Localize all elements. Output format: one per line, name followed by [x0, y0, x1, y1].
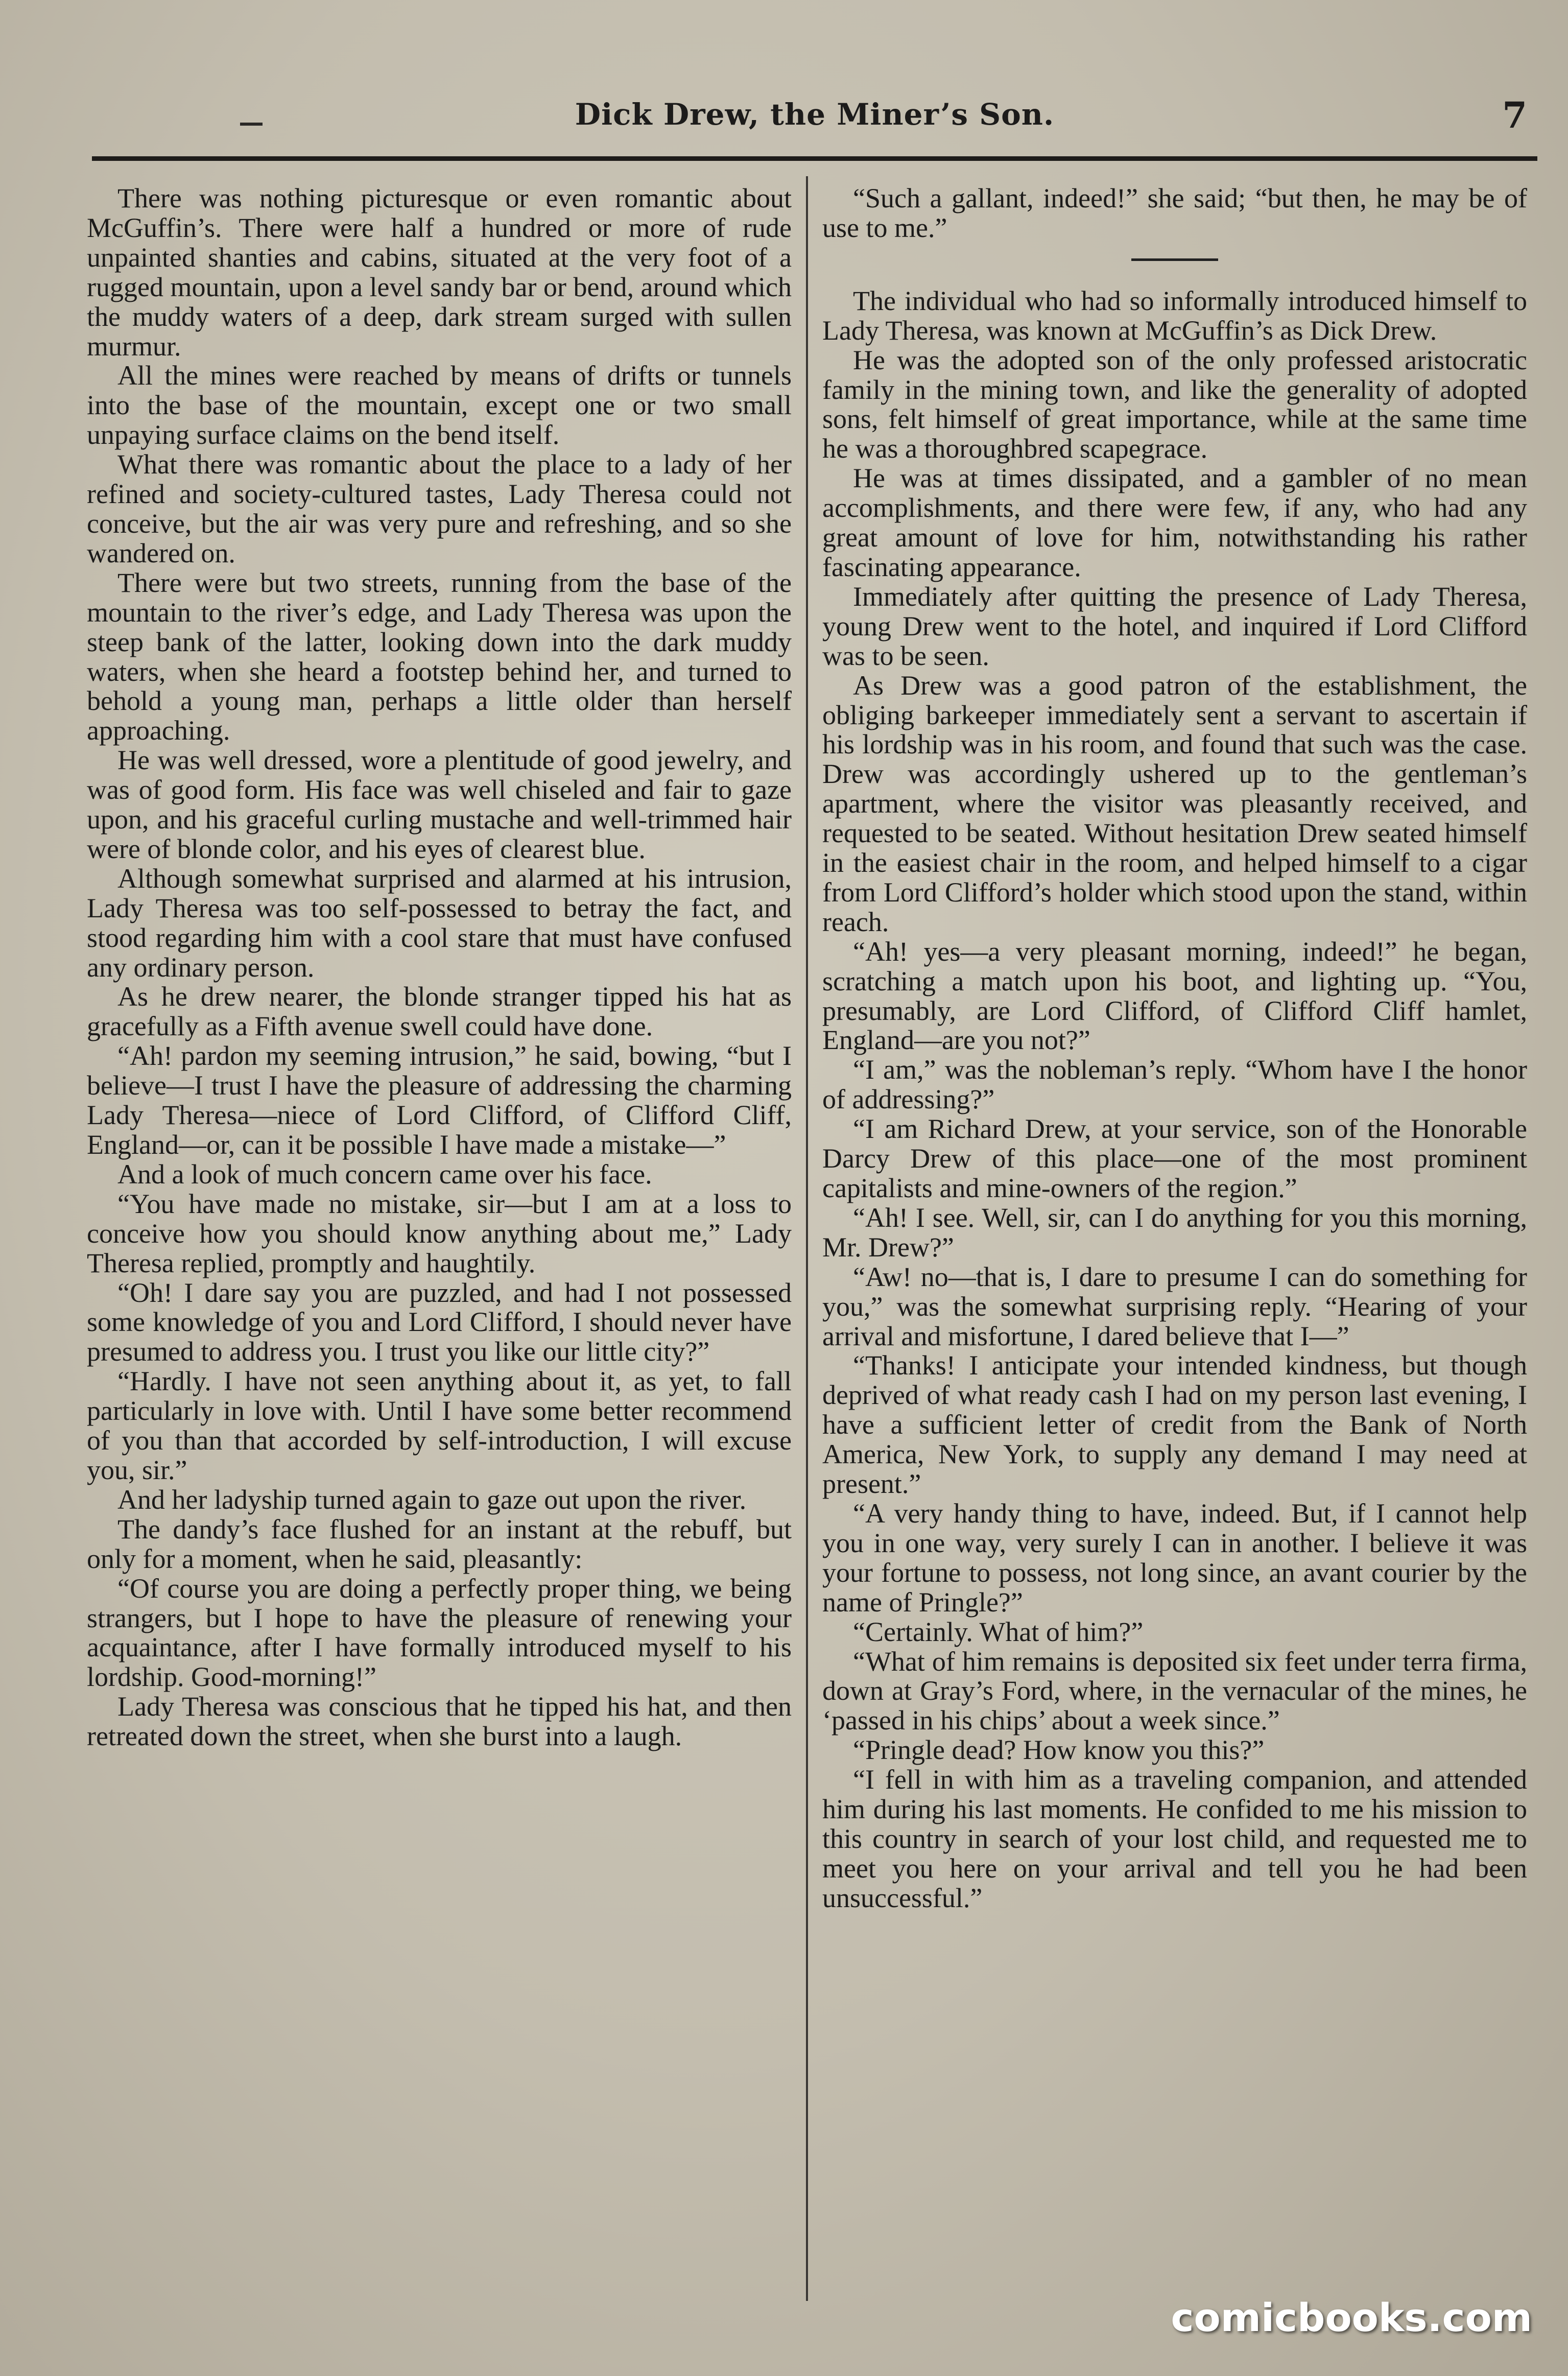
paragraph: As Drew was a good patron of the establishment, the obliging barkeeper immediately sent a servant to ascertain if his lordship was in his room, and found that such was the case. Drew was accordingly ushered up to the gentleman’s apartment, where the visitor was pleasantly received, and requested to be seated. Without hesitation Drew seated himself in the easiest chair in the room, and helped himself to a cigar from Lord Clifford’s holder which stood upon the stand, within reach. [822, 670, 1527, 937]
paragraph: He was well dressed, wore a plentitude of good jewelry, and was of good form. His face was well chiseled and fair to gaze upon, and his graceful curling mustache and well-trimmed hair were of blonde color, and his eyes of clearest blue. [87, 745, 792, 864]
paragraph: The dandy’s face flushed for an instant at the rebuff, but only for a moment, when he said, pleasantly: [87, 1513, 792, 1574]
paragraph: Although somewhat surprised and alarmed at his intrusion, Lady Theresa was too self-possessed to betray the fact, and stood regarding him with a cool stare that must have confused any ordinary person. [87, 863, 792, 983]
paragraph: “I am Richard Drew, at your service, son of the Honorable Darcy Drew of this place—one of the most prominent capitalists and mine-owners of the region.” [822, 1113, 1527, 1203]
page-number: 7 [1502, 94, 1527, 136]
right-column [822, 184, 1527, 1913]
paragraph: “Pringle dead? How know you this?” [853, 1735, 1265, 1766]
paragraph: “Certainly. What of him?” [853, 1616, 1144, 1647]
paragraph: “Hardly. I have not seen anything about it, as yet, to fall particularly in love with. Until I have some better recommend of you than that accorded by self-introduction, I will excuse you, sir.” [87, 1366, 792, 1485]
paragraph: He was the adopted son of the only professed aristocratic family in the mining town, and like the generality of adopted sons, felt himself of great importance, while at the same time he was a thoroughbred scapegrace. [822, 344, 1527, 464]
story-title: Dick Drew, the Miner’s Son. [575, 97, 1055, 132]
paragraph: “I am,” was the nobleman’s reply. “Whom have I the honor of addressing?” [822, 1054, 1527, 1115]
paragraph: As he drew nearer, the blonde stranger tipped his hat as gracefully as a Fifth avenue swell could have done. [87, 981, 792, 1042]
paragraph: “Ah! pardon my seeming intrusion,” he said, bowing, “but I believe—I trust I have the pleasure of addressing the charming Lady Theresa—niece of Lord Clifford, of Clifford Cliff, England—or, can it be possible I have made a mistake—” [87, 1040, 792, 1160]
paragraph: “Thanks! I anticipate your intended kindness, but though deprived of what ready cash I had on my person last evening, I have a sufficient letter of credit from the Bank of North America, New York, to supply any demand I may need at present.” [822, 1350, 1527, 1500]
paragraph: “Of course you are doing a perfectly proper thing, we being strangers, but I hope to have the pleasure of renewing your acquaintance, after I have formally introduced myself to his lordship. Good-morning!” [87, 1573, 792, 1693]
paragraph: “You have made no mistake, sir—but I am at a loss to conceive how you should know anything about me,” Lady Theresa replied, promptly and haughtily. [87, 1188, 792, 1278]
paragraph: “What of him remains is deposited six feet under terra firma, down at Gray’s Ford, where, in the vernacular of the mines, he ‘passed in his chips’ about a week since.” [822, 1646, 1527, 1736]
paragraph: “Aw! no—that is, I dare to presume I can do something for you,” was the somewhat surprising reply. “Hearing of your arrival and misfortune, I dared believe that I—” [822, 1261, 1527, 1351]
paragraph: “Such a gallant, indeed!” she said; “but then, he may be of use to me.” [822, 183, 1527, 243]
paragraph: “Ah! I see. Well, sir, can I do anything for you this morning, Mr. Drew?” [822, 1202, 1527, 1263]
paragraph: “A very handy thing to have, indeed. But, if I cannot help you in one way, very surely I can in another. I believe it was your fortune to possess, not long since, an avant courier by the name of Pringle?” [822, 1498, 1527, 1618]
paragraph: There was nothing picturesque or even romantic about McGuffin’s. There were half a hundred or more of rude unpainted shanties and cabins, situated at the very foot of a rugged mountain, upon a level sandy bar or bend, around which the muddy waters of a deep, dark stream surged with sullen murmur. [87, 183, 792, 362]
running-header [92, 94, 1537, 143]
paragraph: “Ah! yes—a very pleasant morning, indeed!” he began, scratching a match upon his boot, and lighting up. “You, presumably, are Lord Clifford, of Clifford Cliff hamlet, England—are you not?” [822, 936, 1527, 1056]
paragraph: All the mines were reached by means of drifts or tunnels into the base of the mountain, except one or two small unpaying surface claims on the bend itself. [87, 360, 792, 450]
section-divider [1131, 258, 1218, 261]
paragraph: He was at times dissipated, and a gambler of no mean accomplishments, and there were few, if any, who had any great amount of love for him, notwithstanding his rather fascinating appearance. [822, 463, 1527, 582]
column-separator [806, 176, 808, 2301]
header-rule [92, 156, 1537, 161]
site-watermark: comicbooks.com [1171, 2295, 1532, 2340]
paragraph: The individual who had so informally introduced himself to Lady Theresa, was known at McGuffin’s as Dick Drew. [822, 285, 1527, 346]
paragraph: What there was romantic about the place to a lady of her refined and society-cultured tastes, Lady Theresa could not conceive, but the air was very pure and refreshing, and so she wandered on. [87, 449, 792, 568]
paragraph: “Oh! I dare say you are puzzled, and had I not possessed some knowledge of you and Lord Clifford, I should never have presumed to address you. I trust you like our little city?” [87, 1277, 792, 1367]
paragraph: And her ladyship turned again to gaze out upon the river. [117, 1484, 747, 1515]
paragraph: There were but two streets, running from the base of the mountain to the river’s edge, and Lady Theresa was upon the steep bank of the latter, looking down into the dark muddy waters, when she heard a footstep behind her, and turned to behold a young man, perhaps a little older than herself approaching. [87, 567, 792, 746]
left-column [87, 184, 792, 1751]
paragraph: “I fell in with him as a traveling companion, and attended him during his last moments. He confided to me his mission to this country in search of your lost child, and requested me to meet you here on your arrival and tell you he had been unsuccessful.” [822, 1764, 1527, 1913]
paragraph: And a look of much concern came over his face. [117, 1158, 652, 1190]
paragraph: Immediately after quitting the presence of Lady Theresa, young Drew went to the hotel, and inquired if Lord Clifford was to be seen. [822, 581, 1527, 671]
paragraph: Lady Theresa was conscious that he tipped his hat, and then retreated down the street, when she burst into a laugh. [87, 1691, 792, 1752]
